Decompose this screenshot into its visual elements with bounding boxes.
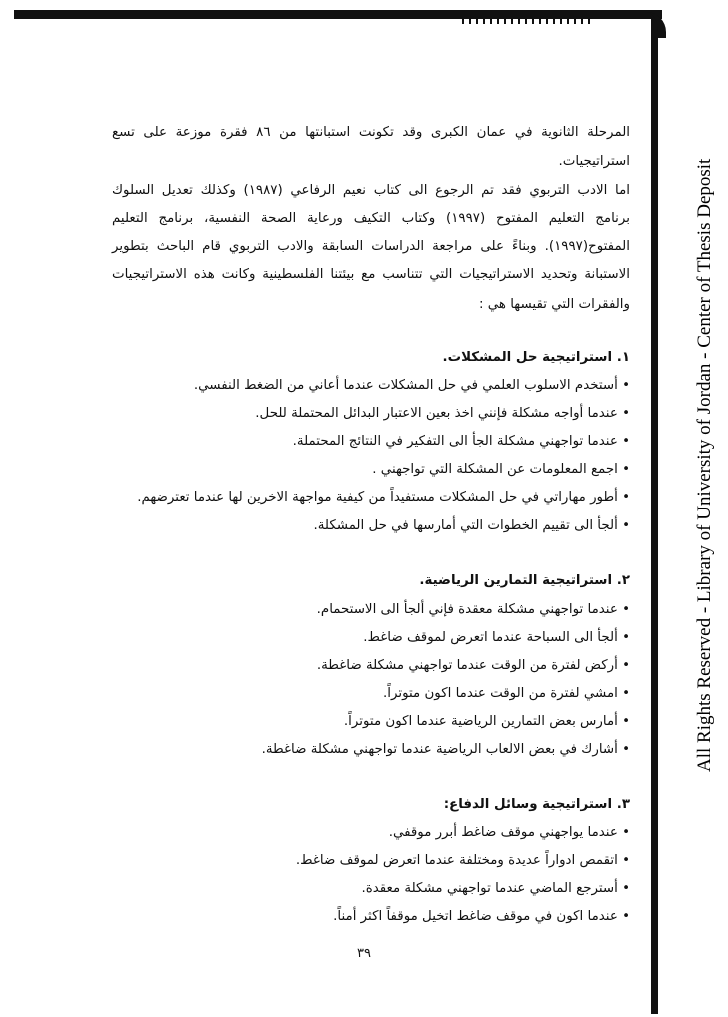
list-item: • اجمع المعلومات عن المشكلة التي تواجهني . bbox=[372, 462, 630, 477]
paragraph-line: والفقرات التي تقيسها هي : bbox=[478, 297, 630, 312]
list-item: • عندما يواجهني موقف ضاغط أبرر موقفي. bbox=[388, 825, 630, 840]
page-number: ٣٩ bbox=[357, 946, 371, 961]
list-item: • أمارس بعض التمارين الرياضية عندما اكون متوتراً. bbox=[343, 714, 630, 729]
section-heading-defense-mechanisms: ٣. استراتيجية وسائل الدفاع: bbox=[443, 797, 630, 812]
list-item: • ألجأ الى تقييم الخطوات التي أمارسها في حل المشكلة. bbox=[313, 518, 630, 533]
paragraph-line: برنامج التعليم المفتوح (١٩٩٧) وكتاب التكيف ورعاية الصحة النفسية، برنامج التعليم bbox=[112, 211, 630, 226]
list-item: • اتقمص ادواراً عديدة ومختلفة عندما اتعرض لموقف ضاغط. bbox=[295, 853, 630, 868]
list-item: • عندما تواجهني مشكلة الجأ الى التفكير في النتائج المحتملة. bbox=[292, 434, 630, 449]
deposit-watermark: All Rights Reserved - Library of University of Jordan - Center of Thesis Deposit bbox=[694, 158, 715, 772]
list-item: • عندما تواجهني مشكلة معقدة فإني ألجأ الى الاستحمام. bbox=[316, 602, 630, 617]
margin-rule bbox=[651, 12, 658, 1014]
paragraph-line: اما الادب التربوي فقد تم الرجوع الى كتاب نعيم الرفاعي (١٩٨٧) وكذلك تعديل السلوك bbox=[112, 183, 630, 198]
list-item: • عندما أواجه مشكلة فإنني اخذ بعين الاعتبار البدائل المحتملة للحل. bbox=[255, 406, 630, 421]
list-item: • ألجأ الى السباحة عندما اتعرض لموقف ضاغط. bbox=[363, 630, 630, 645]
top-border-ticks bbox=[462, 18, 592, 24]
paragraph-line: المرحلة الثانوية في عمان الكبرى وقد تكونت استبانتها من ٨٦ فقرة موزعة على تسع bbox=[112, 125, 630, 140]
paragraph-line: الاستبانة وتحديد الاستراتيجيات التي تتناسب مع بيئتنا الفلسطينية وكانت هذه الاستراتيجيات bbox=[112, 267, 630, 282]
paragraph-line: استراتيجيات. bbox=[558, 154, 630, 169]
list-item: • أستخدم الاسلوب العلمي في حل المشكلات عندما أعاني من الضغط النفسي. bbox=[193, 378, 630, 393]
section-heading-problem-solving: ١. استراتيجية حل المشكلات. bbox=[442, 350, 630, 365]
margin-rule-flare bbox=[646, 12, 666, 38]
list-item: • عندما اكون في موقف ضاغط اتخيل موقفاً اكثر أمناً. bbox=[333, 909, 630, 924]
list-item: • أشارك في بعض الالعاب الرياضية عندما تواجهني مشكلة ضاغطة. bbox=[261, 742, 630, 757]
paragraph-line: المفتوح(١٩٩٧). وبناءً على مراجعة الدراسات السابقة والادب التربوي قام الباحث بتطوير bbox=[112, 239, 630, 254]
list-item: • أطور مهاراتي في حل المشكلات مستفيداً من كيفية مواجهة الاخرين لها عندما تعترضهم. bbox=[137, 490, 630, 505]
list-item: • أركض لفترة من الوقت عندما تواجهني مشكلة ضاغطة. bbox=[316, 658, 630, 673]
section-heading-exercise: ٢. استراتيجية التمارين الرياضية. bbox=[419, 573, 630, 588]
list-item: • امشي لفترة من الوقت عندما اكون متوتراً. bbox=[382, 686, 630, 701]
list-item: • أسترجع الماضي عندما تواجهني مشكلة معقدة. bbox=[361, 881, 630, 896]
